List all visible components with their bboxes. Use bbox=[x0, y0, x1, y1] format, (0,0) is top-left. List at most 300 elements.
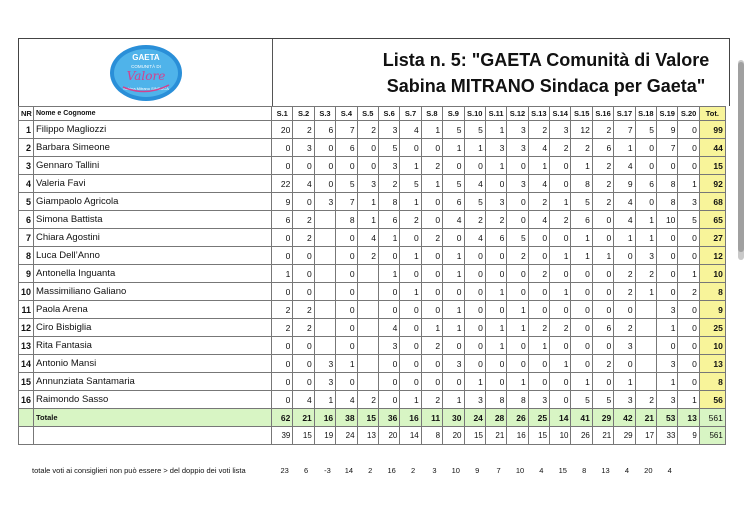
vote-cell: 1 bbox=[464, 373, 485, 391]
list-votes-label-cell bbox=[34, 427, 272, 445]
vote-cell: 0 bbox=[571, 265, 592, 283]
vote-cell: 0 bbox=[635, 193, 656, 211]
vote-cell: 3 bbox=[378, 337, 399, 355]
vote-cell: 0 bbox=[400, 229, 421, 247]
vote-cell: 8 bbox=[485, 391, 506, 409]
section-total: 62 bbox=[272, 409, 293, 427]
vote-cell: 0 bbox=[272, 229, 293, 247]
vote-cell: 1 bbox=[378, 265, 399, 283]
vote-cell: 0 bbox=[272, 157, 293, 175]
vote-cell: 0 bbox=[678, 229, 699, 247]
vote-cell: 0 bbox=[657, 265, 678, 283]
vote-cell: 0 bbox=[336, 265, 357, 283]
vote-cell: 2 bbox=[614, 319, 635, 337]
list-vote-value: 9 bbox=[678, 427, 699, 445]
header-nr: NR bbox=[19, 107, 34, 121]
vote-cell: 0 bbox=[592, 211, 613, 229]
row-number: 7 bbox=[19, 229, 34, 247]
candidate-row bbox=[19, 211, 726, 229]
header-section: S.7 bbox=[400, 107, 421, 121]
vote-cell: 5 bbox=[443, 175, 464, 193]
header-section: S.12 bbox=[507, 107, 528, 121]
vote-cell: 3 bbox=[314, 355, 335, 373]
section-total: 16 bbox=[400, 409, 421, 427]
section-total: 29 bbox=[592, 409, 613, 427]
vote-cell: 0 bbox=[635, 139, 656, 157]
row-number: 1 bbox=[19, 121, 34, 139]
candidate-row bbox=[19, 355, 726, 373]
list-votes-nr-cell bbox=[19, 427, 34, 445]
vote-cell: 9 bbox=[614, 175, 635, 193]
candidate-total: 44 bbox=[699, 139, 725, 157]
vote-cell: 4 bbox=[528, 175, 549, 193]
candidate-row bbox=[19, 337, 726, 355]
totals-nr-cell bbox=[19, 409, 34, 427]
vote-cell: 5 bbox=[378, 139, 399, 157]
vote-cell: 0 bbox=[400, 373, 421, 391]
candidate-total: 8 bbox=[699, 283, 725, 301]
vote-cell: 0 bbox=[443, 337, 464, 355]
vote-cell: 2 bbox=[550, 211, 571, 229]
vote-cell: 0 bbox=[485, 175, 506, 193]
vote-cell: 2 bbox=[293, 319, 314, 337]
candidate-name: Paola Arena bbox=[34, 301, 272, 319]
vote-cell: 2 bbox=[357, 247, 378, 265]
vote-cell: 0 bbox=[421, 247, 442, 265]
vote-cell: 4 bbox=[357, 229, 378, 247]
candidate-total: 13 bbox=[699, 355, 725, 373]
footnote-value: 4 bbox=[667, 465, 672, 475]
vote-cell bbox=[357, 355, 378, 373]
candidate-row bbox=[19, 175, 726, 193]
vote-cell: 5 bbox=[443, 121, 464, 139]
footnote-value: 7 bbox=[496, 465, 501, 475]
vote-cell: 1 bbox=[464, 139, 485, 157]
candidate-row bbox=[19, 247, 726, 265]
candidate-total: 9 bbox=[699, 301, 725, 319]
vote-cell: 0 bbox=[614, 247, 635, 265]
vote-cell: 0 bbox=[357, 139, 378, 157]
section-total: 15 bbox=[357, 409, 378, 427]
vote-cell: 1 bbox=[657, 319, 678, 337]
list-vote-value: 29 bbox=[614, 427, 635, 445]
header-section: S.10 bbox=[464, 107, 485, 121]
vote-cell: 4 bbox=[378, 319, 399, 337]
candidate-total: 10 bbox=[699, 265, 725, 283]
row-number: 2 bbox=[19, 139, 34, 157]
vote-cell: 2 bbox=[507, 247, 528, 265]
vote-cell: 0 bbox=[678, 157, 699, 175]
vote-cell: 0 bbox=[678, 319, 699, 337]
vote-cell: 0 bbox=[592, 337, 613, 355]
vote-cell: 0 bbox=[657, 229, 678, 247]
vote-cell: 7 bbox=[336, 121, 357, 139]
vote-cell: 0 bbox=[378, 355, 399, 373]
vote-cell bbox=[314, 319, 335, 337]
vote-cell: 6 bbox=[592, 139, 613, 157]
vote-cell: 22 bbox=[272, 175, 293, 193]
vote-cell: 1 bbox=[635, 283, 656, 301]
vote-cell: 0 bbox=[550, 229, 571, 247]
vote-cell: 7 bbox=[336, 193, 357, 211]
totals-row bbox=[19, 409, 726, 427]
header-tot: Tot. bbox=[699, 107, 725, 121]
candidate-row bbox=[19, 283, 726, 301]
vote-cell: 10 bbox=[657, 211, 678, 229]
vote-cell: 3 bbox=[378, 121, 399, 139]
candidate-total: 92 bbox=[699, 175, 725, 193]
vote-cell: 0 bbox=[528, 229, 549, 247]
vote-cell: 0 bbox=[571, 355, 592, 373]
vote-cell: 2 bbox=[528, 319, 549, 337]
vote-cell: 4 bbox=[443, 211, 464, 229]
row-number: 15 bbox=[19, 373, 34, 391]
vote-cell: 0 bbox=[678, 139, 699, 157]
vote-cell: 3 bbox=[507, 175, 528, 193]
title-line-2: Sabina MITRANO Sindaca per Gaeta" bbox=[386, 75, 706, 96]
vote-cell: 0 bbox=[336, 247, 357, 265]
row-number: 16 bbox=[19, 391, 34, 409]
vote-cell: 0 bbox=[272, 139, 293, 157]
footnote-value: 10 bbox=[451, 465, 460, 475]
vote-cell: 0 bbox=[443, 229, 464, 247]
vote-cell: 5 bbox=[571, 193, 592, 211]
vote-cell: 2 bbox=[293, 121, 314, 139]
vote-cell: 0 bbox=[293, 283, 314, 301]
footnote-value: 8 bbox=[582, 465, 587, 475]
vote-cell: 1 bbox=[507, 301, 528, 319]
footnote-value: -3 bbox=[324, 465, 331, 475]
vote-cell: 0 bbox=[507, 157, 528, 175]
vote-cell: 0 bbox=[507, 211, 528, 229]
vote-cell: 4 bbox=[464, 175, 485, 193]
vote-cell: 0 bbox=[614, 355, 635, 373]
vote-cell: 0 bbox=[550, 157, 571, 175]
vote-cell: 0 bbox=[678, 247, 699, 265]
row-number: 4 bbox=[19, 175, 34, 193]
candidate-row bbox=[19, 373, 726, 391]
vote-cell: 2 bbox=[592, 121, 613, 139]
vote-cell: 0 bbox=[678, 121, 699, 139]
vote-cell: 1 bbox=[400, 247, 421, 265]
vote-cell: 3 bbox=[657, 301, 678, 319]
vote-cell: 0 bbox=[464, 265, 485, 283]
header-nome: Nome e Cognome bbox=[34, 107, 272, 121]
candidate-name: Antonella Inguanta bbox=[34, 265, 272, 283]
vote-cell: 0 bbox=[550, 391, 571, 409]
vote-cell: 5 bbox=[400, 175, 421, 193]
section-total: 16 bbox=[314, 409, 335, 427]
list-vote-value: 39 bbox=[272, 427, 293, 445]
vote-cell: 8 bbox=[507, 391, 528, 409]
footnote-value: 3 bbox=[432, 465, 437, 475]
list-vote-value: 10 bbox=[550, 427, 571, 445]
vote-cell: 0 bbox=[421, 355, 442, 373]
vote-cell: 12 bbox=[571, 121, 592, 139]
row-number: 14 bbox=[19, 355, 34, 373]
vote-cell: 5 bbox=[592, 391, 613, 409]
list-vote-value: 15 bbox=[293, 427, 314, 445]
row-number: 13 bbox=[19, 337, 34, 355]
vote-cell: 2 bbox=[421, 337, 442, 355]
vote-cell: 0 bbox=[528, 373, 549, 391]
vote-cell bbox=[314, 265, 335, 283]
vote-cell: 3 bbox=[485, 193, 506, 211]
vote-cell: 0 bbox=[592, 229, 613, 247]
vote-cell: 0 bbox=[592, 265, 613, 283]
vote-cell: 0 bbox=[550, 301, 571, 319]
vote-cell: 1 bbox=[272, 265, 293, 283]
vote-cell: 6 bbox=[635, 175, 656, 193]
vote-cell: 6 bbox=[314, 121, 335, 139]
vote-cell: 0 bbox=[421, 139, 442, 157]
vote-cell: 1 bbox=[378, 229, 399, 247]
scrollbar-thumb[interactable] bbox=[738, 62, 744, 252]
vote-cell: 1 bbox=[571, 373, 592, 391]
vote-cell: 0 bbox=[678, 373, 699, 391]
vote-cell: 0 bbox=[400, 337, 421, 355]
candidate-name: Valeria Favi bbox=[34, 175, 272, 193]
vote-cell: 5 bbox=[507, 229, 528, 247]
vote-cell: 1 bbox=[528, 157, 549, 175]
vote-cell: 0 bbox=[464, 247, 485, 265]
vote-cell: 9 bbox=[657, 121, 678, 139]
vote-cell: 0 bbox=[550, 373, 571, 391]
candidate-total: 56 bbox=[699, 391, 725, 409]
vote-cell: 4 bbox=[293, 391, 314, 409]
vote-table bbox=[18, 106, 726, 445]
list-vote-value: 20 bbox=[443, 427, 464, 445]
vote-cell: 2 bbox=[357, 391, 378, 409]
vote-cell: 0 bbox=[464, 157, 485, 175]
vote-cell: 1 bbox=[443, 319, 464, 337]
footnote-value: 10 bbox=[515, 465, 525, 475]
vote-cell: 0 bbox=[400, 355, 421, 373]
vote-cell: 0 bbox=[528, 247, 549, 265]
vote-cell: 0 bbox=[443, 373, 464, 391]
list-vote-value: 15 bbox=[464, 427, 485, 445]
candidate-name: Chiara Agostini bbox=[34, 229, 272, 247]
vote-cell: 4 bbox=[464, 229, 485, 247]
vote-cell: 3 bbox=[443, 355, 464, 373]
vote-cell: 0 bbox=[507, 193, 528, 211]
vote-cell: 0 bbox=[657, 283, 678, 301]
candidate-total: 15 bbox=[699, 157, 725, 175]
candidate-name: Massimiliano Galiano bbox=[34, 283, 272, 301]
row-number: 11 bbox=[19, 301, 34, 319]
vote-cell: 3 bbox=[657, 391, 678, 409]
section-total: 26 bbox=[507, 409, 528, 427]
svg-text:Valore: Valore bbox=[126, 68, 165, 83]
vote-cell: 3 bbox=[614, 337, 635, 355]
footnote-value: 20 bbox=[644, 465, 653, 475]
footnote-value: 2 bbox=[410, 465, 416, 475]
vote-cell: 0 bbox=[592, 301, 613, 319]
svg-text:Sabina Mitrano SINDACA: Sabina Mitrano SINDACA bbox=[122, 85, 169, 91]
vote-cell: 1 bbox=[571, 229, 592, 247]
header-section: S.14 bbox=[550, 107, 571, 121]
vote-cell: 1 bbox=[485, 283, 506, 301]
vote-cell bbox=[357, 265, 378, 283]
vote-cell: 0 bbox=[528, 301, 549, 319]
vote-cell: 0 bbox=[507, 337, 528, 355]
vote-cell: 1 bbox=[336, 355, 357, 373]
vote-cell: 0 bbox=[635, 157, 656, 175]
grand-total: 561 bbox=[699, 409, 725, 427]
vote-cell: 1 bbox=[528, 337, 549, 355]
vote-cell: 0 bbox=[378, 247, 399, 265]
vote-cell: 1 bbox=[571, 247, 592, 265]
svg-text:GAETA: GAETA bbox=[131, 52, 160, 62]
header-section: S.18 bbox=[635, 107, 656, 121]
vote-cell: 3 bbox=[485, 139, 506, 157]
vote-cell: 0 bbox=[592, 283, 613, 301]
vote-cell: 1 bbox=[400, 193, 421, 211]
header-section: S.15 bbox=[571, 107, 592, 121]
vote-cell: 2 bbox=[528, 121, 549, 139]
vote-cell: 0 bbox=[400, 265, 421, 283]
vote-cell: 2 bbox=[357, 121, 378, 139]
vote-cell: 6 bbox=[571, 211, 592, 229]
list-votes-total: 561 bbox=[699, 427, 725, 445]
title-line-1: Lista n. 5: "GAETA Comunità di Valore bbox=[382, 49, 710, 70]
candidate-name: Ciro Bisbiglia bbox=[34, 319, 272, 337]
vote-cell: 4 bbox=[528, 211, 549, 229]
vote-cell: 1 bbox=[357, 211, 378, 229]
section-total: 28 bbox=[485, 409, 506, 427]
vote-cell: 2 bbox=[550, 319, 571, 337]
vote-cell: 0 bbox=[378, 283, 399, 301]
vote-cell: 0 bbox=[421, 193, 442, 211]
header-section: S.3 bbox=[314, 107, 335, 121]
vote-cell: 3 bbox=[614, 391, 635, 409]
footnote-text: totale voti ai consiglieri non può essere > del doppio dei voti lista bbox=[32, 465, 246, 475]
list-vote-value: 19 bbox=[314, 427, 335, 445]
vote-cell: 7 bbox=[657, 139, 678, 157]
vote-cell: 2 bbox=[378, 175, 399, 193]
vote-cell: 0 bbox=[485, 247, 506, 265]
section-total: 42 bbox=[614, 409, 635, 427]
list-vote-value: 21 bbox=[592, 427, 613, 445]
vote-cell: 1 bbox=[357, 193, 378, 211]
list-vote-value: 26 bbox=[571, 427, 592, 445]
vote-cell: 2 bbox=[485, 211, 506, 229]
vote-cell: 0 bbox=[657, 157, 678, 175]
vote-cell: 0 bbox=[550, 175, 571, 193]
vote-cell bbox=[635, 319, 656, 337]
vote-cell bbox=[314, 247, 335, 265]
vote-cell: 2 bbox=[293, 211, 314, 229]
vote-cell: 3 bbox=[357, 175, 378, 193]
row-number: 3 bbox=[19, 157, 34, 175]
candidate-total: 68 bbox=[699, 193, 725, 211]
vote-cell: 0 bbox=[293, 337, 314, 355]
vote-cell: 2 bbox=[528, 193, 549, 211]
vote-cell: 0 bbox=[528, 283, 549, 301]
list-vote-value: 16 bbox=[507, 427, 528, 445]
vote-cell: 2 bbox=[421, 157, 442, 175]
list-vote-value: 14 bbox=[400, 427, 421, 445]
candidate-row bbox=[19, 229, 726, 247]
vote-cell: 0 bbox=[464, 319, 485, 337]
vote-cell: 0 bbox=[314, 139, 335, 157]
vote-cell: 0 bbox=[571, 283, 592, 301]
vote-cell: 3 bbox=[528, 391, 549, 409]
vote-cell: 4 bbox=[614, 157, 635, 175]
vote-cell: 0 bbox=[400, 139, 421, 157]
vote-cell: 0 bbox=[336, 319, 357, 337]
candidate-total: 10 bbox=[699, 337, 725, 355]
vote-cell: 4 bbox=[336, 391, 357, 409]
section-total: 13 bbox=[678, 409, 699, 427]
candidate-total: 12 bbox=[699, 247, 725, 265]
vote-cell: 2 bbox=[464, 211, 485, 229]
vote-cell: 8 bbox=[657, 175, 678, 193]
header-section: S.9 bbox=[443, 107, 464, 121]
vote-cell: 0 bbox=[678, 301, 699, 319]
vote-cell: 0 bbox=[421, 373, 442, 391]
candidate-name: Filippo Magliozzi bbox=[34, 121, 272, 139]
vote-cell: 5 bbox=[336, 175, 357, 193]
vote-cell: 1 bbox=[485, 337, 506, 355]
vote-cell: 5 bbox=[678, 211, 699, 229]
vote-cell: 6 bbox=[378, 211, 399, 229]
footnote-value: 4 bbox=[624, 465, 630, 475]
vote-cell: 0 bbox=[293, 265, 314, 283]
header-section: S.19 bbox=[657, 107, 678, 121]
vote-cell: 2 bbox=[421, 391, 442, 409]
vote-cell: 0 bbox=[464, 355, 485, 373]
vote-cell: 1 bbox=[443, 391, 464, 409]
list-vote-value: 20 bbox=[378, 427, 399, 445]
list-vote-value: 17 bbox=[635, 427, 656, 445]
candidate-name: Giampaolo Agricola bbox=[34, 193, 272, 211]
vote-cell bbox=[314, 283, 335, 301]
candidate-total: 27 bbox=[699, 229, 725, 247]
candidate-name: Simona Battista bbox=[34, 211, 272, 229]
vote-cell: 9 bbox=[272, 193, 293, 211]
vote-cell: 2 bbox=[421, 229, 442, 247]
vote-cell: 1 bbox=[443, 265, 464, 283]
vote-cell bbox=[357, 319, 378, 337]
vote-cell: 0 bbox=[657, 337, 678, 355]
vote-cell: 0 bbox=[421, 301, 442, 319]
vote-cell: 3 bbox=[378, 157, 399, 175]
vote-cell bbox=[635, 355, 656, 373]
vote-cell: 1 bbox=[400, 157, 421, 175]
section-total: 11 bbox=[421, 409, 442, 427]
vote-cell: 0 bbox=[272, 247, 293, 265]
vote-cell: 0 bbox=[678, 337, 699, 355]
vote-cell: 0 bbox=[336, 157, 357, 175]
vote-cell: 0 bbox=[272, 355, 293, 373]
list-vote-value: 13 bbox=[357, 427, 378, 445]
vote-cell: 1 bbox=[657, 373, 678, 391]
vote-cell: 5 bbox=[464, 121, 485, 139]
vote-cell: 0 bbox=[293, 157, 314, 175]
vote-cell: 3 bbox=[507, 121, 528, 139]
sheet-title bbox=[273, 39, 729, 106]
sheet-header bbox=[18, 38, 730, 106]
vote-cell: 2 bbox=[592, 355, 613, 373]
candidate-name: Antonio Mansi bbox=[34, 355, 272, 373]
vote-cell: 5 bbox=[635, 121, 656, 139]
vote-cell: 0 bbox=[272, 283, 293, 301]
vote-cell: 0 bbox=[614, 301, 635, 319]
section-total: 14 bbox=[550, 409, 571, 427]
vote-cell bbox=[314, 337, 335, 355]
vote-cell: 8 bbox=[657, 193, 678, 211]
